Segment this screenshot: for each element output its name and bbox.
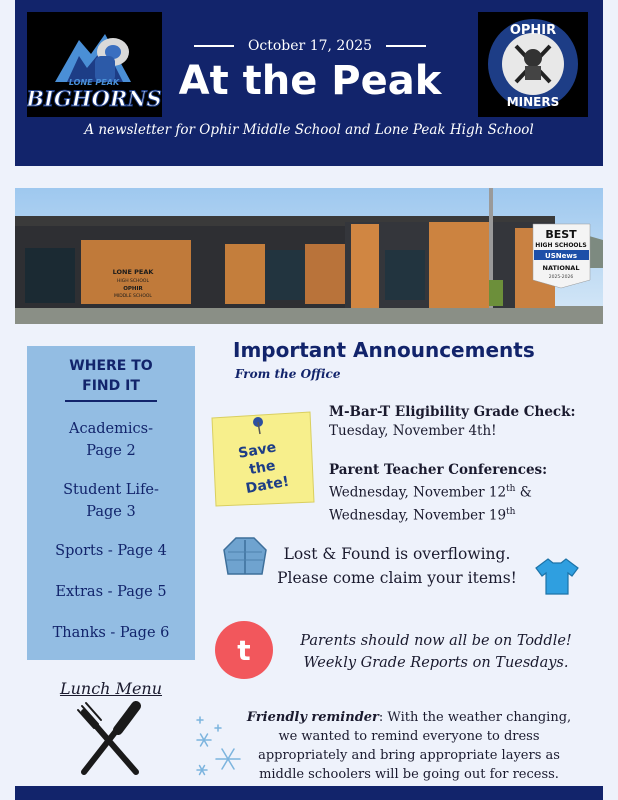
toc-item-sports[interactable]: Sports - Page 4	[55, 543, 167, 559]
bighorns-logo	[27, 12, 162, 117]
sticky-line1: Save	[237, 439, 278, 462]
toddle-letter: t	[237, 634, 251, 667]
newsletter-subtitle: A newsletter for Ophir Middle School and Lone Peak High School	[84, 122, 534, 138]
table-of-contents	[27, 346, 195, 660]
svg-text:BEST: BEST	[545, 228, 577, 241]
svg-text:HIGH SCHOOLS: HIGH SCHOOLS	[535, 242, 587, 249]
building-sign-line2: HIGH SCHOOL	[117, 279, 149, 284]
ophir-text: OPHIR	[509, 23, 557, 38]
sticky-line2: the	[248, 457, 277, 479]
svg-text:USNews: USNews	[545, 252, 577, 260]
announcements-from: From the Office	[235, 367, 341, 381]
bighorns-small-text: LONE PEAK	[68, 78, 120, 87]
toc-heading: WHERE TO FIND IT	[69, 358, 153, 394]
save-the-date-sticky-note	[206, 410, 318, 508]
best-high-schools-badge	[533, 224, 590, 288]
masthead	[15, 0, 603, 166]
lunch-menu-link[interactable]: Lunch Menu	[59, 679, 163, 698]
bighorns-text: BIGHORNS	[27, 86, 162, 111]
toc-item-extras[interactable]: Extras - Page 5	[55, 584, 167, 600]
lost-found-announcement: Lost & Found is overflowing. Please come claim your items!	[277, 545, 517, 587]
svg-text:NATIONAL: NATIONAL	[542, 264, 580, 272]
toddle-app-icon	[214, 620, 274, 680]
date-rule-left	[194, 45, 234, 47]
toddle-announcement: Parents should now all be on Toddle! Weekly Grade Reports on Tuesdays.	[300, 633, 572, 671]
issue-date: October 17, 2025	[247, 38, 373, 54]
toc-item-academics[interactable]: Academics- Page 2	[69, 421, 153, 459]
building-sign-line3: OPHIR	[123, 286, 143, 292]
svg-text:2025-2026: 2025-2026	[548, 275, 574, 280]
footer-bar	[15, 786, 603, 800]
date-rule-right	[386, 45, 426, 47]
tshirt-icon	[534, 556, 580, 596]
toc-item-thanks[interactable]: Thanks - Page 6	[52, 625, 170, 641]
miners-text: MINERS	[506, 95, 560, 109]
building-sign-line1: LONE PEAK	[112, 268, 154, 276]
sticky-line3: Date!	[244, 473, 291, 498]
building-sign-line4: MIDDLE SCHOOL	[114, 294, 152, 299]
fork-knife-icon	[70, 700, 150, 780]
school-building-photo	[15, 188, 603, 324]
announcements-title: Important Announcements	[233, 338, 535, 362]
date-row	[185, 38, 435, 54]
newsletter-title: At the Peak	[178, 58, 442, 104]
toc-item-student-life[interactable]: Student Life- Page 3	[63, 482, 159, 520]
mbart-announcement: M-Bar-T Eligibility Grade Check: Tuesday, November 4th!	[329, 404, 576, 439]
ophir-miners-logo	[478, 12, 588, 117]
ptc-announcement: Parent Teacher Conferences: Wednesday, November 12th & Wednesday, November 19th	[329, 462, 548, 523]
friendly-reminder: Friendly reminder: With the weather changing, we wanted to remind everyone to dress appropriately and bring appropriate layers as middle schoolers will be going out for recess.	[246, 710, 572, 782]
toc-rule	[65, 400, 157, 402]
